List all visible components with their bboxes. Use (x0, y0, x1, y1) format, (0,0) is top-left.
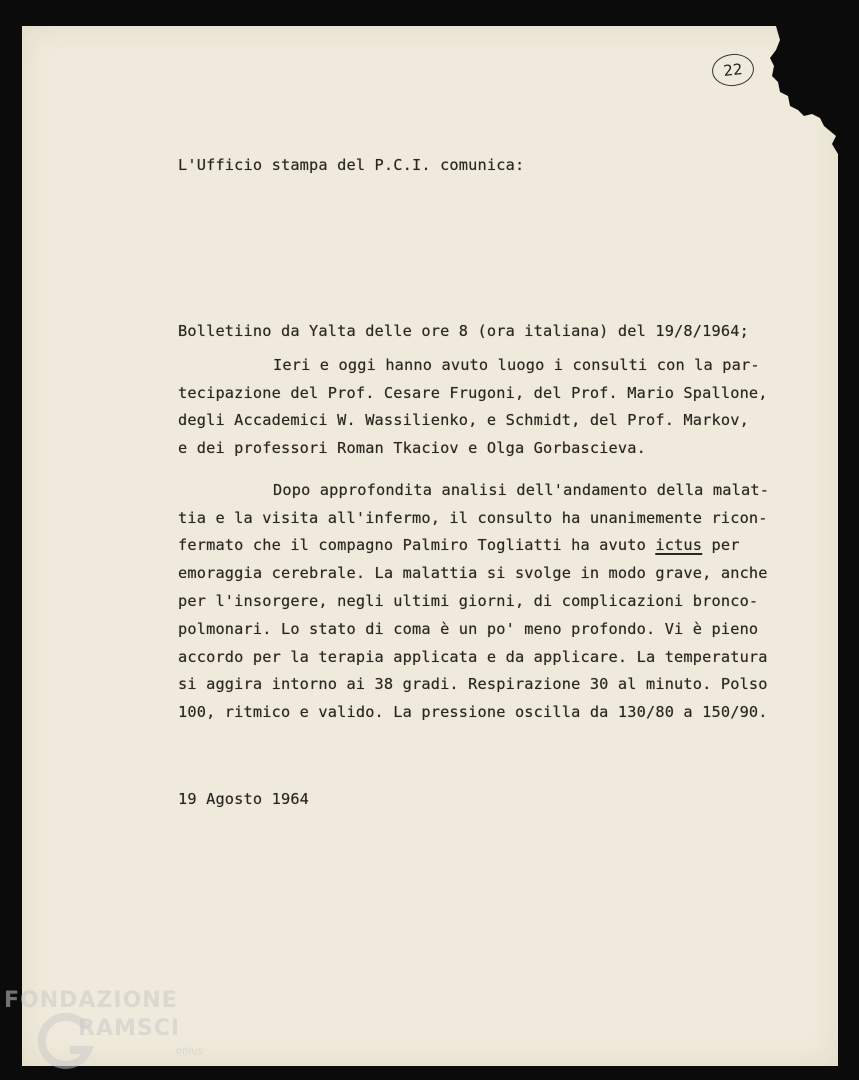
paragraph-2-line: tia e la visita all'infermo, il consulto ha unanimemente ricon- (178, 509, 768, 527)
paragraph-2-line: Dopo approfondita analisi dell'andamento della malat- (273, 481, 770, 499)
underlined-word-ictus: ictus (655, 536, 703, 554)
paragraph-2-line: accordo per la terapia applicata e da applicare. La temperatura (178, 648, 768, 666)
paragraph-2-text: per (702, 536, 740, 554)
paragraph-2-line: polmonari. Lo stato di coma è un po' meno profondo. Vi è pieno (178, 620, 759, 638)
paragraph-1-line: Ieri e oggi hanno avuto luogo i consulti con la par- (273, 356, 760, 374)
logo-text-line2: RAMSCI (78, 1016, 181, 1041)
paragraph-1-line: e dei professori Roman Tkaciov e Olga Gorbascieva. (178, 439, 646, 457)
logo-text-line1: FONDAZIONE (4, 988, 178, 1013)
document-heading: L'Ufficio stampa del P.C.I. comunica: (178, 156, 525, 174)
paragraph-1-line: degli Accademici W. Wassilienko, e Schmidt, del Prof. Markov, (178, 411, 749, 429)
page-number-circled: 22 (710, 52, 755, 88)
paragraph-2-line: si aggira intorno ai 38 gradi. Respirazione 30 al minuto. Polso (178, 675, 768, 693)
paragraph-2-line: per l'insorgere, negli ultimi giorni, di complicazioni bronco- (178, 592, 759, 610)
paragraph-1-line: tecipazione del Prof. Cesare Frugoni, del Prof. Mario Spallone, (178, 384, 768, 402)
bulletin-title: Bolletiino da Yalta delle ore 8 (ora italiana) del 19/8/1964; (178, 322, 749, 340)
paragraph-2-line (178, 536, 740, 554)
paragraph-2-line: emoraggia cerebrale. La malattia si svolge in modo grave, anche (178, 564, 768, 582)
paragraph-2-text: fermato che il compagno Palmiro Togliatti ha avuto (178, 536, 656, 554)
document-date: 19 Agosto 1964 (178, 790, 310, 808)
paragraph-2-line: 100, ritmico e valido. La pressione oscilla da 130/80 a 150/90. (178, 703, 768, 721)
document-page (22, 26, 838, 1066)
logo-text-line3: onlus (176, 1046, 203, 1057)
